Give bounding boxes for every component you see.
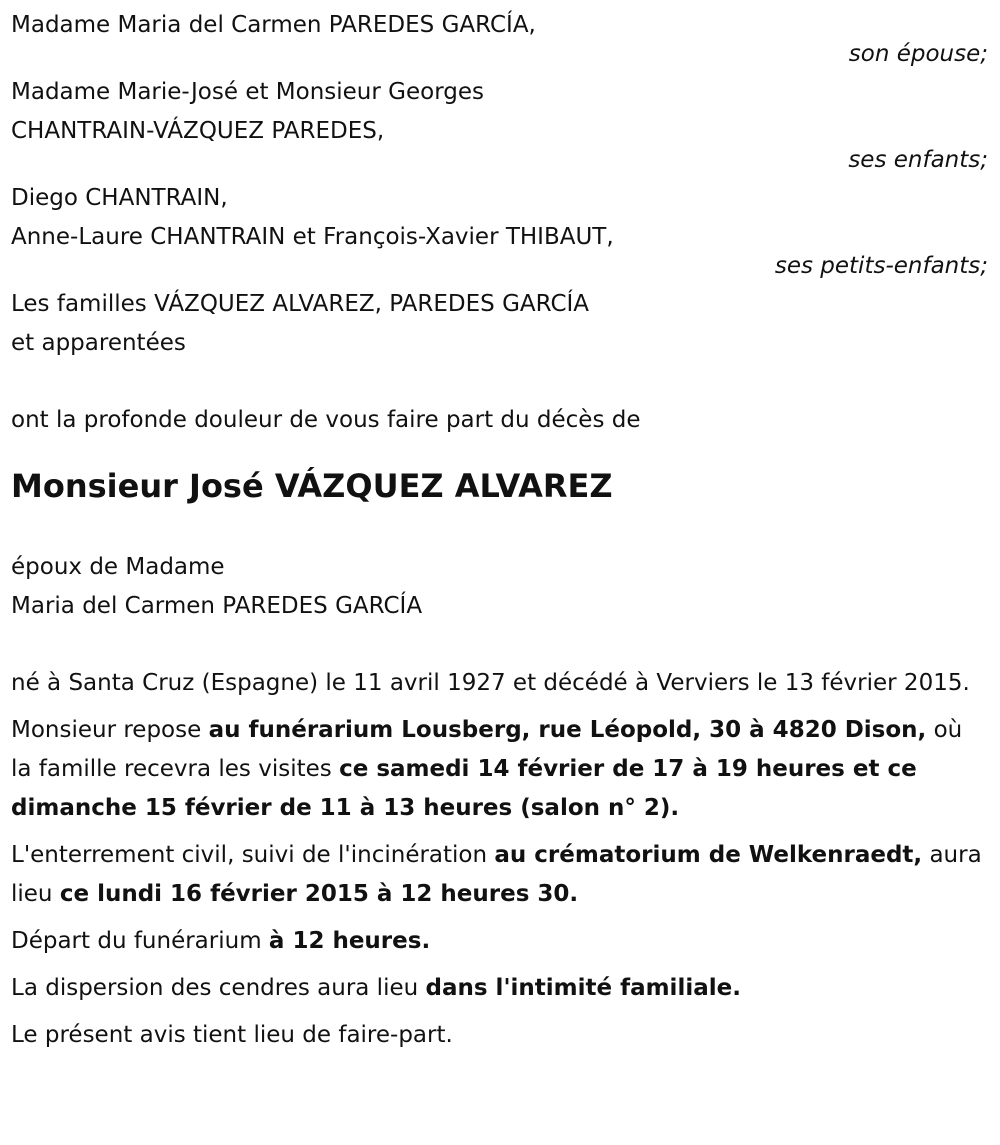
family-line: Madame Marie-José et Monsieur Georges xyxy=(11,79,484,105)
family-line: Madame Maria del Carmen PAREDES GARCÍA, xyxy=(11,12,536,38)
other-families: Les familles VÁZQUEZ ALVAREZ, PAREDES GARCÍA xyxy=(11,291,590,317)
relation-label: son épouse; xyxy=(848,41,988,67)
funeral-info xyxy=(11,836,988,914)
text: La dispersion des cendres aura lieu xyxy=(11,975,426,1001)
family-line: CHANTRAIN-VÁZQUEZ PAREDES, xyxy=(11,118,385,144)
spouse-line: Maria del Carmen PAREDES GARCÍA xyxy=(11,593,423,619)
funeral-time: ce lundi 16 février 2015 à 12 heures 30. xyxy=(59,881,579,907)
location: au funérarium Lousberg, rue Léopold, 30 à 4820 Dison, xyxy=(208,717,927,743)
departure-info xyxy=(11,922,988,961)
text: où la famille recevra les visites xyxy=(11,717,963,782)
relation-label: ses enfants; xyxy=(848,147,988,173)
birth-death: né à Santa Cruz (Espagne) le 11 avril 1927 et décédé à Verviers le 13 février 2015. xyxy=(11,670,970,696)
text: Monsieur repose xyxy=(11,717,209,743)
ashes-detail: dans l'intimité familiale. xyxy=(425,975,741,1001)
family-line: Diego CHANTRAIN, xyxy=(11,185,228,211)
family-line: Anne-Laure CHANTRAIN et François-Xavier THIBAUT, xyxy=(11,224,614,250)
departure-time: à 12 heures. xyxy=(268,928,431,954)
relation-label: ses petits-enfants; xyxy=(774,253,988,279)
other-families: et apparentées xyxy=(11,330,186,356)
text: L'enterrement civil, suivi de l'incinération xyxy=(11,842,495,868)
spouse-line: époux de Madame xyxy=(11,554,225,580)
family-group-children xyxy=(11,73,988,173)
text: aura lieu xyxy=(11,842,982,907)
visit-times: ce samedi 14 février de 17 à 19 heures et ce dimanche 15 février de 11 à 13 heures (salon n° 2). xyxy=(11,756,917,821)
closing-note: Le présent avis tient lieu de faire-part. xyxy=(11,1022,453,1048)
text: Départ du funérarium xyxy=(11,928,269,954)
crematorium: au crématorium de Welkenraedt, xyxy=(494,842,923,868)
visitation-info xyxy=(11,711,988,828)
ashes-info xyxy=(11,969,988,1008)
family-group-spouse xyxy=(11,6,988,67)
announcement: ont la profonde douleur de vous faire part du décès de xyxy=(11,407,641,433)
deceased-name: Monsieur José VÁZQUEZ ALVAREZ xyxy=(11,467,613,505)
family-group-grandchildren xyxy=(11,179,988,279)
